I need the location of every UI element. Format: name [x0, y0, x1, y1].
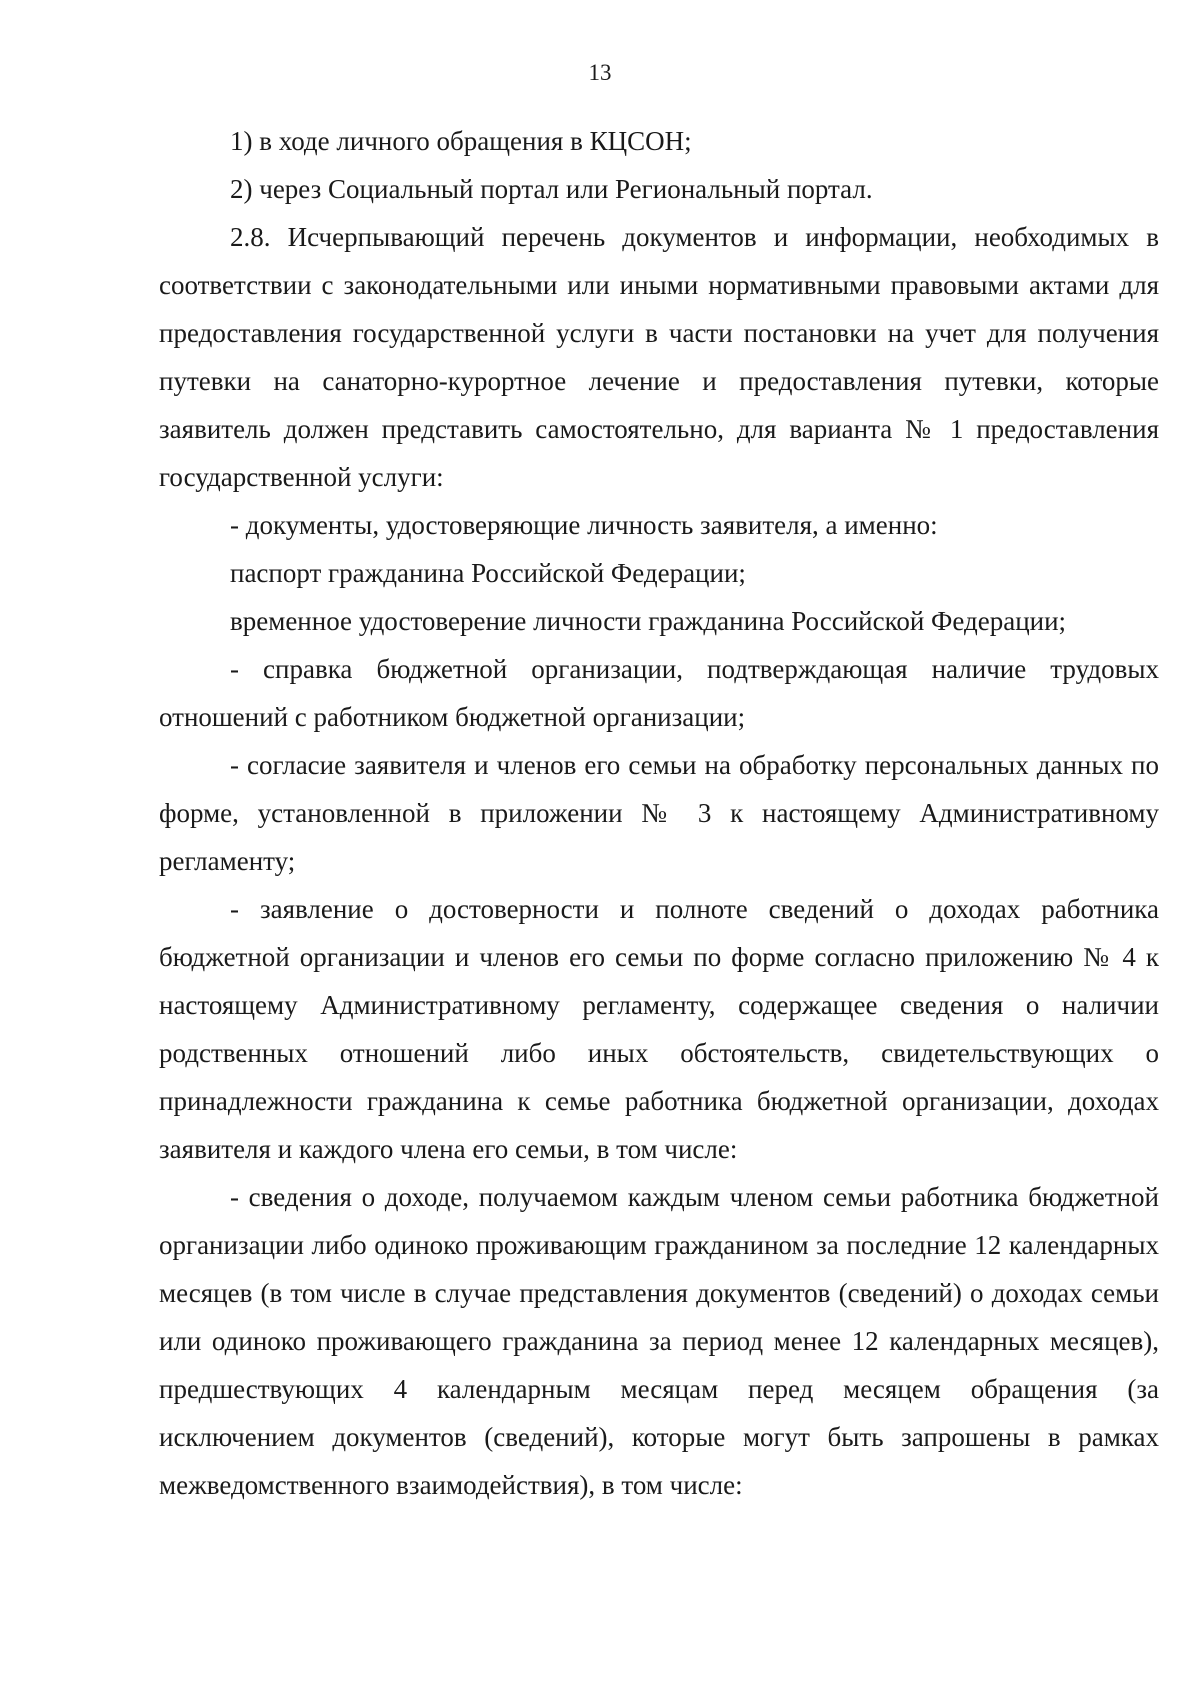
paragraph-employer-certificate: - справка бюджетной организации, подтверждающая наличие трудовых отношений с работником бюджетной организации;	[159, 654, 1159, 732]
paragraph-2: 2) через Социальный портал или Региональный портал.	[230, 174, 873, 204]
paragraph-2-8: 2.8. Исчерпывающий перечень документов и информации, необходимых в соответствии с законодательными или иными нормативными правовыми актами для предоставления государственной услуги в части постановки на учет для получения путевки на санаторно-курортное лечение и предоставления путевки, которые заявитель должен представить самостоятельно, для варианта № 1 предоставления государственной услуги:	[159, 222, 1159, 492]
paragraph-passport: паспорт гражданина Российской Федерации;	[230, 558, 746, 588]
paragraph-income-statement: - заявление о достоверности и полноте сведений о доходах работника бюджетной организации и членов его семьи по форме согласно приложению № 4 к настоящему Административному регламенту, содержащее сведения о наличии родственных отношений либо иных обстоятельств, свидетельствующих о принадлежности гражданина к семье работника бюджетной организации, доходах заявителя и каждого члена его семьи, в том числе:	[159, 894, 1159, 1164]
paragraph-1: 1) в ходе личного обращения в КЦСОН;	[230, 126, 692, 156]
paragraph-temporary-id: временное удостоверение личности гражданина Российской Федерации;	[230, 606, 1067, 636]
paragraph-income-details: - сведения о доходе, получаемом каждым членом семьи работника бюджетной организации либо одиноко проживающим гражданином за последние 12 календарных месяцев (в том числе в случае представления документов (сведений) о доходах семьи или одиноко проживающего гражданина за период менее 12 календарных месяцев), предшествующих 4 календарным месяцам перед месяцем обращения (за исключением документов (сведений), которые могут быть запрошены в рамках межведомственного взаимодействия), в том числе:	[159, 1182, 1159, 1500]
page-number: 13	[588, 60, 612, 85]
paragraph-consent: - согласие заявителя и членов его семьи на обработку персональных данных по форме, установленной в приложении № 3 к настоящему Административному регламенту;	[159, 750, 1159, 876]
document-body	[159, 117, 1159, 1509]
paragraph-identity-documents: - документы, удостоверяющие личность заявителя, а именно:	[230, 510, 938, 540]
